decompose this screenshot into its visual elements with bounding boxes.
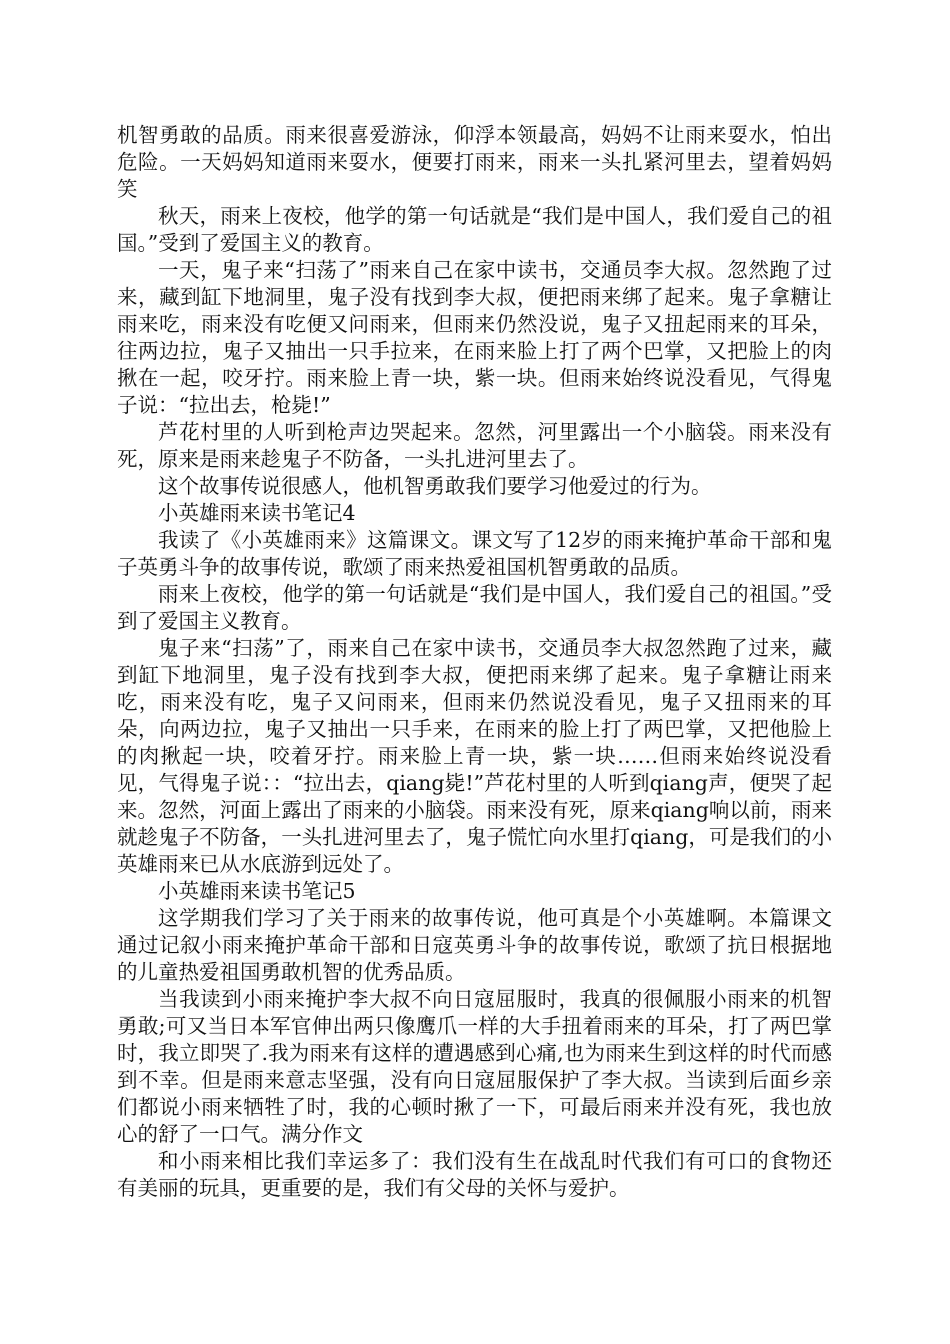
section-heading: 小英雄雨来读书笔记4	[158, 501, 356, 525]
paragraph: 当我读到小雨来掩护李大叔不向日寇屈服时，我真的很佩服小雨来的机智勇敢;可又当日本军官伸出两只像鹰爪一样的大手扭着雨来的耳朵，打了两巴掌时，我立即哭了.我为雨来有这样的遭遇感到心痛,也为雨来生到这样的时代而感到不幸。但是雨来意志坚强，没有向日寇屈服保护了李大叔。当读到后面乡亲们都说小雨来牺牲了时，我的心顿时揪了一下，可最后雨来并没有死，我也放心的舒了一口气。满分作文	[117, 987, 832, 1146]
paragraph: 鬼子来“扫荡”了，雨来自己在家中读书，交通员李大叔忽然跑了过来，藏到缸下地洞里，鬼子没有找到李大叔，便把雨来绑了起来。鬼子拿糖让雨来吃，雨来没有吃，鬼子又问雨来，但雨来仍然说没看见，鬼子又扭雨来的耳朵，向两边拉，鬼子又抽出一只手来，在雨来的脸上打了两巴掌，又把他脸上的肉揪起一块，咬着牙拧。雨来脸上青一块，紫一块……但雨来始终说没看见，气得鬼子说：：“拉出去，qiang毙!”芦花村里的人听到qiang声，便哭了起来。忽然，河面上露出了雨来的小脑袋。雨来没有死，原来qiang响以前，雨来就趁鬼子不防备，一头扎进河里去了，鬼子慌忙向水里打qiang，可是我们的小英雄雨来已从水底游到远处了。	[117, 636, 832, 876]
document-body	[117, 122, 832, 1202]
paragraph: 雨来上夜校，他学的第一句话就是“我们是中国人，我们爱自己的祖国。”受到了爱国主义教育。	[117, 582, 832, 633]
paragraph: 和小雨来相比我们幸运多了：我们没有生在战乱时代我们有可口的食物还有美丽的玩具，更重要的是，我们有父母的关怀与爱护。	[117, 1149, 832, 1200]
paragraph: 芦花村里的人听到枪声边哭起来。忽然，河里露出一个小脑袋。雨来没有死，原来是雨来趁鬼子不防备，一头扎进河里去了。	[117, 420, 832, 471]
paragraph: 机智勇敢的品质。雨来很喜爱游泳，仰浮本领最高，妈妈不让雨来耍水，怕出危险。一天妈妈知道雨来耍水，便要打雨来，雨来一头扎紧河里去，望着妈妈笑	[117, 123, 832, 201]
section-heading: 小英雄雨来读书笔记5	[158, 879, 356, 903]
paragraph: 这学期我们学习了关于雨来的故事传说，他可真是个小英雄啊。本篇课文通过记叙小雨来掩护革命干部和日寇英勇斗争的故事传说，歌颂了抗日根据地的儿童热爱祖国勇敢机智的优秀品质。	[117, 906, 832, 984]
paragraph: 我读了《小英雄雨来》这篇课文。课文写了12岁的雨来掩护革命干部和鬼子英勇斗争的故事传说，歌颂了雨来热爱祖国机智勇敢的品质。	[117, 528, 832, 579]
paragraph: 秋天，雨来上夜校，他学的第一句话就是“我们是中国人，我们爱自己的祖国。”受到了爱国主义的教育。	[117, 204, 832, 255]
paragraph: 一天，鬼子来“扫荡了”雨来自己在家中读书，交通员李大叔。忽然跑了过来，藏到缸下地洞里，鬼子没有找到李大叔，便把雨来绑了起来。鬼子拿糖让雨来吃，雨来没有吃便又问雨来，但雨来仍然没说，鬼子又扭起雨来的耳朵，往两边拉，鬼子又抽出一只手拉来，在雨来脸上打了两个巴掌，又把脸上的肉揪在一起，咬牙拧。雨来脸上青一块，紫一块。但雨来始终说没看见，气得鬼子说：“拉出去，枪毙!”	[117, 258, 832, 417]
paragraph: 这个故事传说很感人，他机智勇敢我们要学习他爱过的行为。	[158, 474, 712, 498]
